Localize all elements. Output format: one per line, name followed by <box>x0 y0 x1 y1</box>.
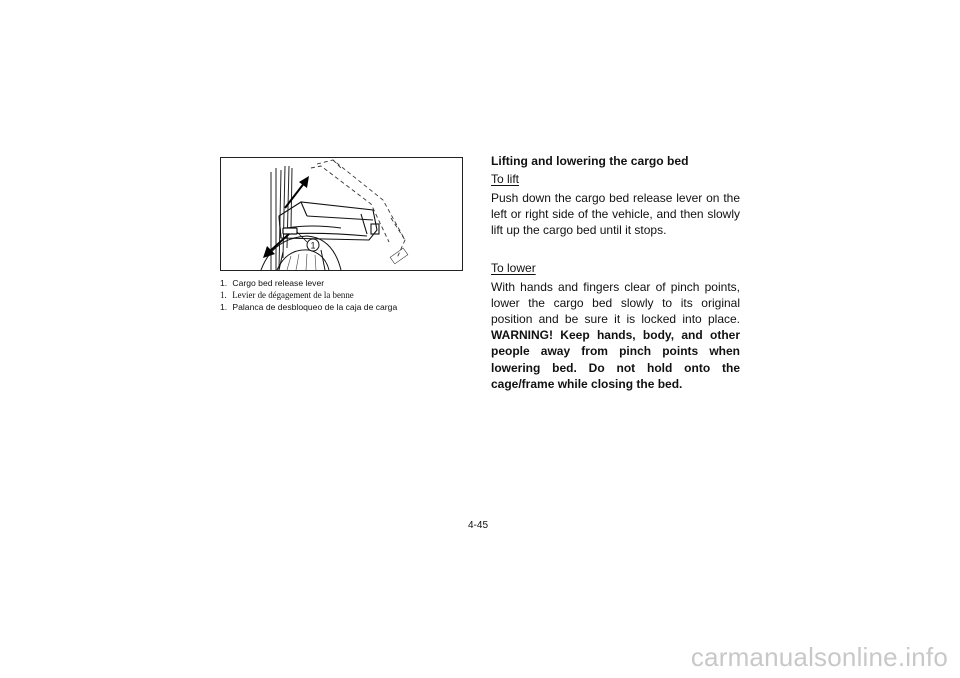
lower-subheading: To lower <box>491 260 536 275</box>
watermark: carmanualsonline.info <box>690 642 948 672</box>
caption-text: Cargo bed release lever <box>232 278 325 288</box>
lift-subheading: To lift <box>491 172 520 186</box>
figure-captions <box>220 277 480 314</box>
caption-number: 1. <box>220 290 227 301</box>
lift-instructions: Push down the cargo bed release lever on the left or right side of the vehicle, and then slowly lift up the cargo bed until it stops. <box>491 191 740 238</box>
section-heading: Lifting and lowering the cargo bed <box>491 154 689 168</box>
cargo-bed-illustration <box>220 157 463 271</box>
instructions-column <box>491 153 740 392</box>
page-number: 4-45 <box>468 520 489 531</box>
lower-text: With hands and fingers clear of pinch points, lower the cargo bed slowly to its original position and be sure it is locked into place. <box>491 279 740 327</box>
lower-instructions <box>491 279 740 392</box>
caption-text: Levier de dégagement de la benne <box>232 290 354 301</box>
warning-text: WARNING! Keep hands, body, and other people away from pinch points when lowering bed. Do not hold onto the cage/frame while closing the bed. <box>491 328 740 391</box>
caption-french <box>220 289 480 301</box>
caption-english <box>220 277 480 289</box>
caption-spanish <box>220 301 480 313</box>
caption-number: 1. <box>220 302 228 313</box>
callout-number: 1 <box>310 240 316 251</box>
cargo-bed-drawing <box>221 158 462 270</box>
caption-number: 1. <box>220 278 228 288</box>
caption-text: Palanca de desbloqueo de la caja de carga <box>232 302 398 313</box>
